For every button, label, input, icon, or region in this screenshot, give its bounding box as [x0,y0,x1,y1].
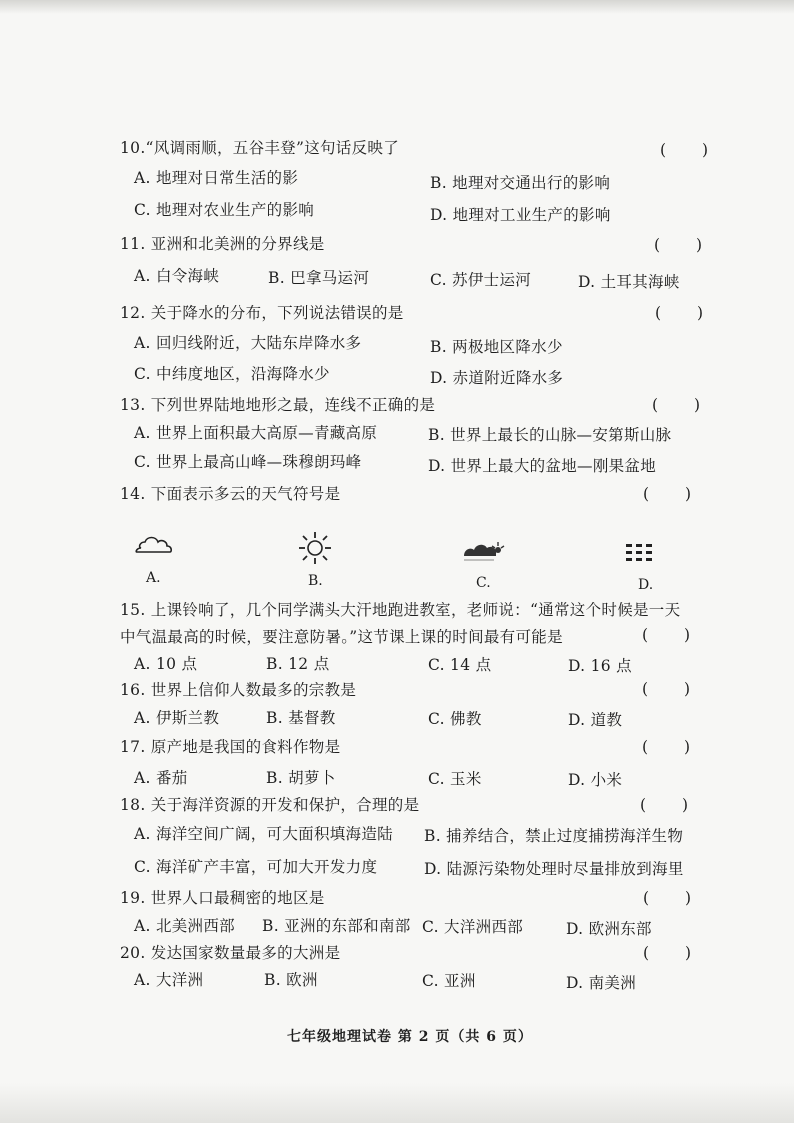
question-18-option-c: C. 海洋矿产丰富，可加大开发力度 [134,858,378,876]
answer-bracket-20[interactable]: ( ) [643,944,691,962]
question-19-option-d: D. 欧洲东部 [566,920,652,938]
question-13-option-a: A. 世界上面积最大高原—青藏高原 [134,424,378,442]
question-20-stem: 20. 发达国家数量最多的大洲是 [120,944,341,962]
answer-bracket-12[interactable]: ( ) [655,304,703,322]
question-15-stem-line2: 中气温最高的时候，要注意防暑。”这节课上课的时间最有可能是 [120,628,563,646]
question-11-option-a: A. 白令海峡 [134,267,220,285]
answer-bracket-14[interactable]: ( ) [643,485,691,503]
question-16-option-b: B. 基督教 [266,709,336,727]
question-15-option-c: C. 14 点 [428,656,492,674]
question-19-option-b: B. 亚洲的东部和南部 [262,917,411,935]
sun-icon [297,530,333,566]
question-14-option-d: D. [638,577,654,593]
question-10-option-b: B. 地理对交通出行的影响 [430,174,611,192]
question-10-option-a: A. 地理对日常生活的影 [134,169,299,187]
question-20-option-a: A. 大洋洲 [134,971,204,989]
question-16-option-d: D. 道教 [568,711,623,729]
page-footer: 七年级地理试卷 第 2 页（共 6 页） [287,1029,533,1045]
answer-bracket-10[interactable]: ( ) [660,141,708,159]
question-17-stem: 17. 原产地是我国的食料作物是 [120,738,341,756]
answer-bracket-15[interactable]: ( ) [642,626,690,644]
answer-bracket-19[interactable]: ( ) [643,889,691,907]
question-19-stem: 19. 世界人口最稠密的地区是 [120,889,325,907]
question-18-option-b: B. 捕养结合，禁止过度捕捞海洋生物 [424,827,684,845]
scan-edge-bottom [0,1083,794,1123]
question-14-option-a: A. [146,570,161,586]
question-11-stem: 11. 亚洲和北美洲的分界线是 [120,235,325,253]
question-10-option-c: C. 地理对农业生产的影响 [134,201,315,219]
question-12-stem: 12. 关于降水的分布，下列说法错误的是 [120,304,404,322]
cloud-icon [134,533,174,555]
overcast-icon [462,538,508,564]
question-16-option-a: A. 伊斯兰教 [134,709,220,727]
answer-bracket-18[interactable]: ( ) [640,796,688,814]
question-15-option-b: B. 12 点 [266,655,330,673]
question-14-stem: 14. 下面表示多云的天气符号是 [120,485,341,503]
question-14-option-b: B. [308,573,323,589]
question-11-option-b: B. 巴拿马运河 [268,269,370,287]
answer-bracket-11[interactable]: ( ) [654,236,702,254]
question-13-option-d: D. 世界上最大的盆地—刚果盆地 [428,457,657,475]
question-18-option-a: A. 海洋空间广阔，可大面积填海造陆 [134,825,393,843]
question-18-option-d: D. 陆源污染物处理时尽量排放到海里 [424,860,684,878]
question-16-option-c: C. 佛教 [428,710,482,728]
question-14-option-c: C. [476,575,491,591]
question-12-option-c: C. 中纬度地区，沿海降水少 [134,365,330,383]
answer-bracket-13[interactable]: ( ) [652,396,700,414]
question-11-option-c: C. 苏伊士运河 [430,271,532,289]
question-12-option-a: A. 回归线附近，大陆东岸降水多 [134,334,362,352]
question-13-stem: 13. 下列世界陆地地形之最，连线不正确的是 [120,396,436,414]
question-12-option-b: B. 两极地区降水少 [430,338,563,356]
question-15-option-a: A. 10 点 [134,655,198,673]
question-19-option-c: C. 大洋洲西部 [422,918,524,936]
question-17-option-c: C. 玉米 [428,770,482,788]
question-11-option-d: D. 土耳其海峡 [578,273,680,291]
question-15-stem: 15. 上课铃响了，几个同学满头大汗地跑进教室，老师说：“通常这个时候是一天 [120,601,681,619]
question-13-option-b: B. 世界上最长的山脉—安第斯山脉 [428,426,672,444]
question-10-option-d: D. 地理对工业生产的影响 [430,206,611,224]
question-19-option-a: A. 北美洲西部 [134,917,235,935]
question-10-stem: 10.“风调雨顺，五谷丰登”这句话反映了 [120,139,399,157]
question-18-stem: 18. 关于海洋资源的开发和保护，合理的是 [120,796,420,814]
answer-bracket-17[interactable]: ( ) [642,738,690,756]
answer-bracket-16[interactable]: ( ) [642,680,690,698]
question-12-option-d: D. 赤道附近降水多 [430,369,564,387]
rain-symbol-icon [624,542,658,564]
question-17-option-a: A. 番茄 [134,769,188,787]
question-17-option-d: D. 小米 [568,771,623,789]
question-15-option-d: D. 16 点 [568,657,632,675]
question-16-stem: 16. 世界上信仰人数最多的宗教是 [120,681,357,699]
question-17-option-b: B. 胡萝卜 [266,769,336,787]
question-13-option-c: C. 世界上最高山峰—珠穆朗玛峰 [134,453,362,471]
question-20-option-d: D. 南美洲 [566,974,637,992]
question-20-option-c: C. 亚洲 [422,972,476,990]
question-20-option-b: B. 欧洲 [264,971,318,989]
scan-edge-top [0,0,794,14]
